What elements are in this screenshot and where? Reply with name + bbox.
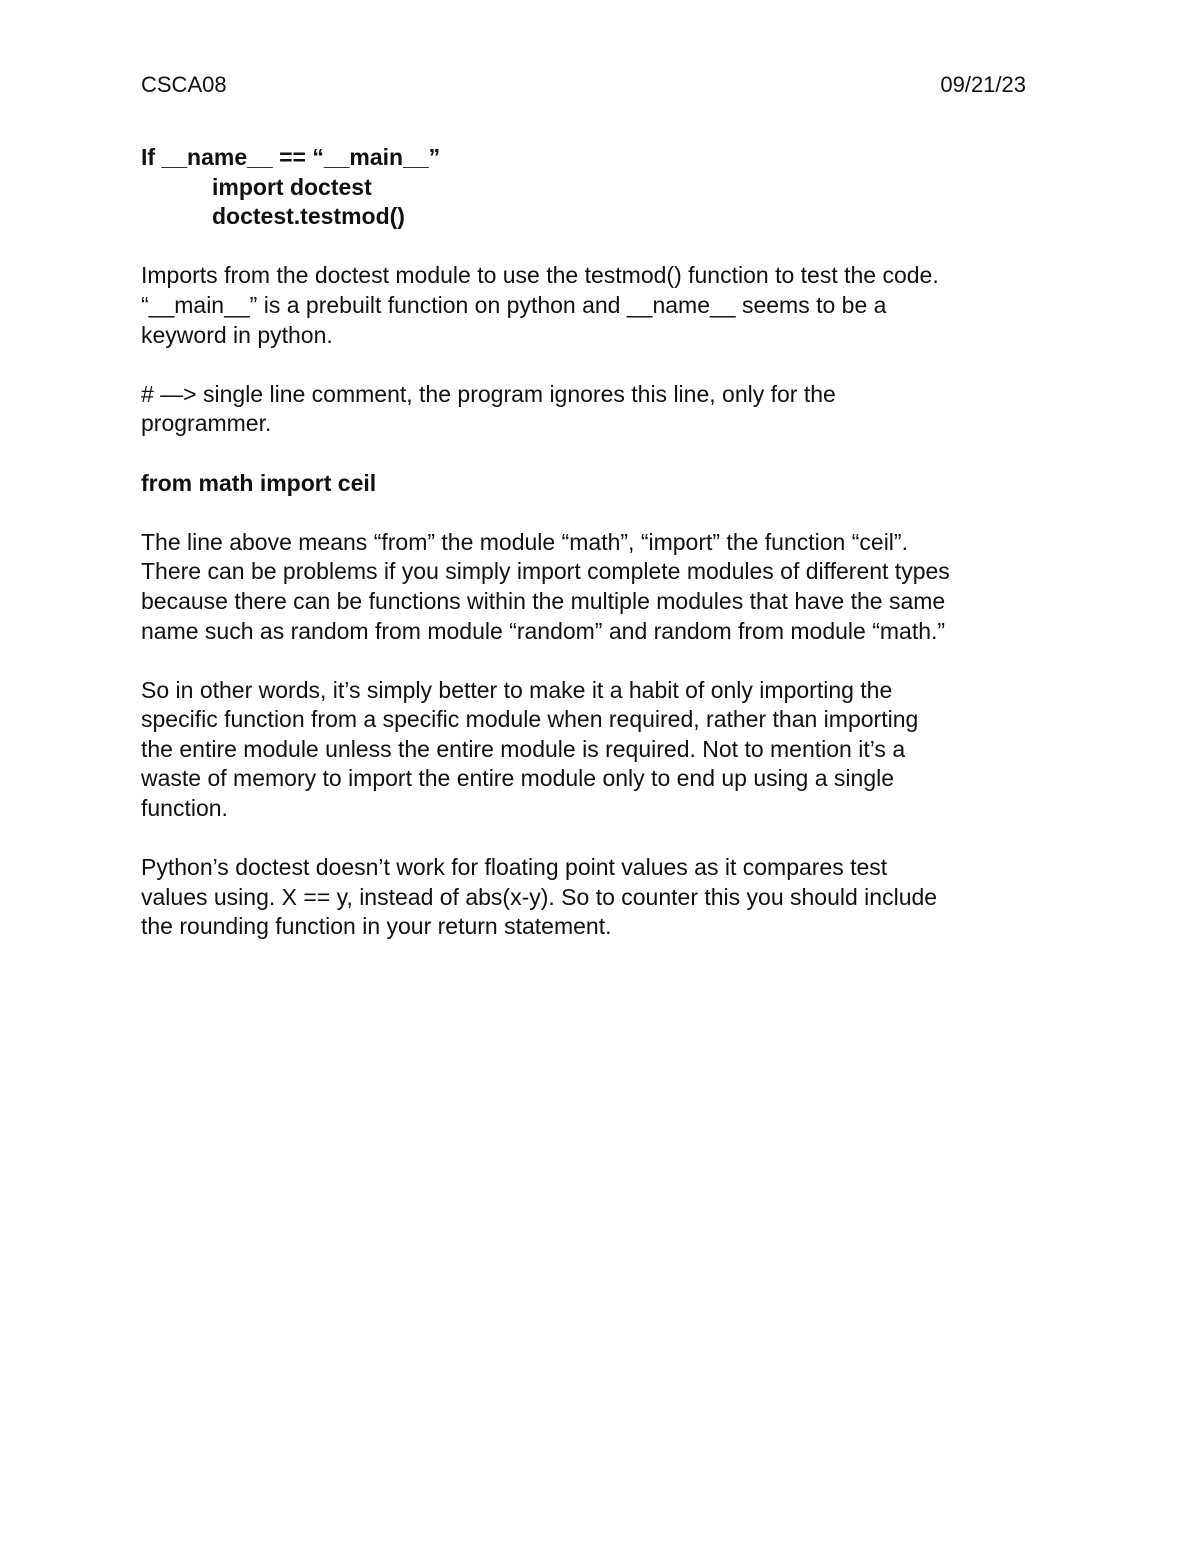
spacer <box>141 498 1071 528</box>
paragraph-line: Python’s doctest doesn’t work for floating point values as it compares test <box>141 854 888 881</box>
spacer <box>141 439 1071 469</box>
spacer <box>141 824 1071 854</box>
paragraph-import-best-practice <box>141 676 1071 824</box>
paragraph-line: # —> single line comment, the program ignores this line, only for the <box>141 380 836 407</box>
paragraph-line: function. <box>141 795 228 822</box>
course-code: CSCA08 <box>141 72 227 97</box>
paragraph-line: So in other words, it’s simply better to make it a habit of only importing the <box>141 676 893 703</box>
spacer <box>141 350 1071 380</box>
paragraph-line: “__main__” is a prebuilt function on python and __name__ seems to be a <box>141 291 887 318</box>
header-date: 09/21/23 <box>940 72 1026 97</box>
paragraph-line: the rounding function in your return statement. <box>141 913 612 940</box>
paragraph-import-explanation <box>141 528 1071 646</box>
paragraph-line: because there can be functions within the multiple modules that have the same <box>141 587 946 614</box>
paragraph-comment-explanation <box>141 380 1071 439</box>
paragraph-doctest-explanation <box>141 261 1071 350</box>
paragraph-line: There can be problems if you simply import complete modules of different types <box>141 558 950 585</box>
document-body <box>141 143 1071 942</box>
paragraph-line: keyword in python. <box>141 321 333 348</box>
paragraph-line: waste of memory to import the entire module only to end up using a single <box>141 765 895 792</box>
code-line-from-math-import: from math import ceil <box>141 469 377 496</box>
spacer <box>141 646 1071 676</box>
paragraph-line: values using. X == y, instead of abs(x-y). So to counter this you should include <box>141 883 938 910</box>
paragraph-line: programmer. <box>141 410 272 437</box>
spacer <box>141 232 1071 262</box>
code-line-testmod: doctest.testmod() <box>212 203 405 230</box>
paragraph-line: the entire module unless the entire module is required. Not to mention it’s a <box>141 735 906 762</box>
main-guard-code-block <box>141 143 1071 232</box>
paragraph-line: name such as random from module “random” and random from module “math.” <box>141 617 946 644</box>
paragraph-line: The line above means “from” the module “math”, “import” the function “ceil”. <box>141 528 908 555</box>
code-line-if-main: If __name__ == “__main__” <box>141 144 441 170</box>
page-header <box>141 70 1026 100</box>
math-import-code-block <box>141 469 1071 499</box>
code-line-import-doctest: import doctest <box>212 173 372 200</box>
paragraph-line: specific function from a specific module when required, rather than importing <box>141 706 919 733</box>
paragraph-line: Imports from the doctest module to use the testmod() function to test the code. <box>141 262 939 289</box>
paragraph-floating-point-doctest <box>141 853 1071 942</box>
